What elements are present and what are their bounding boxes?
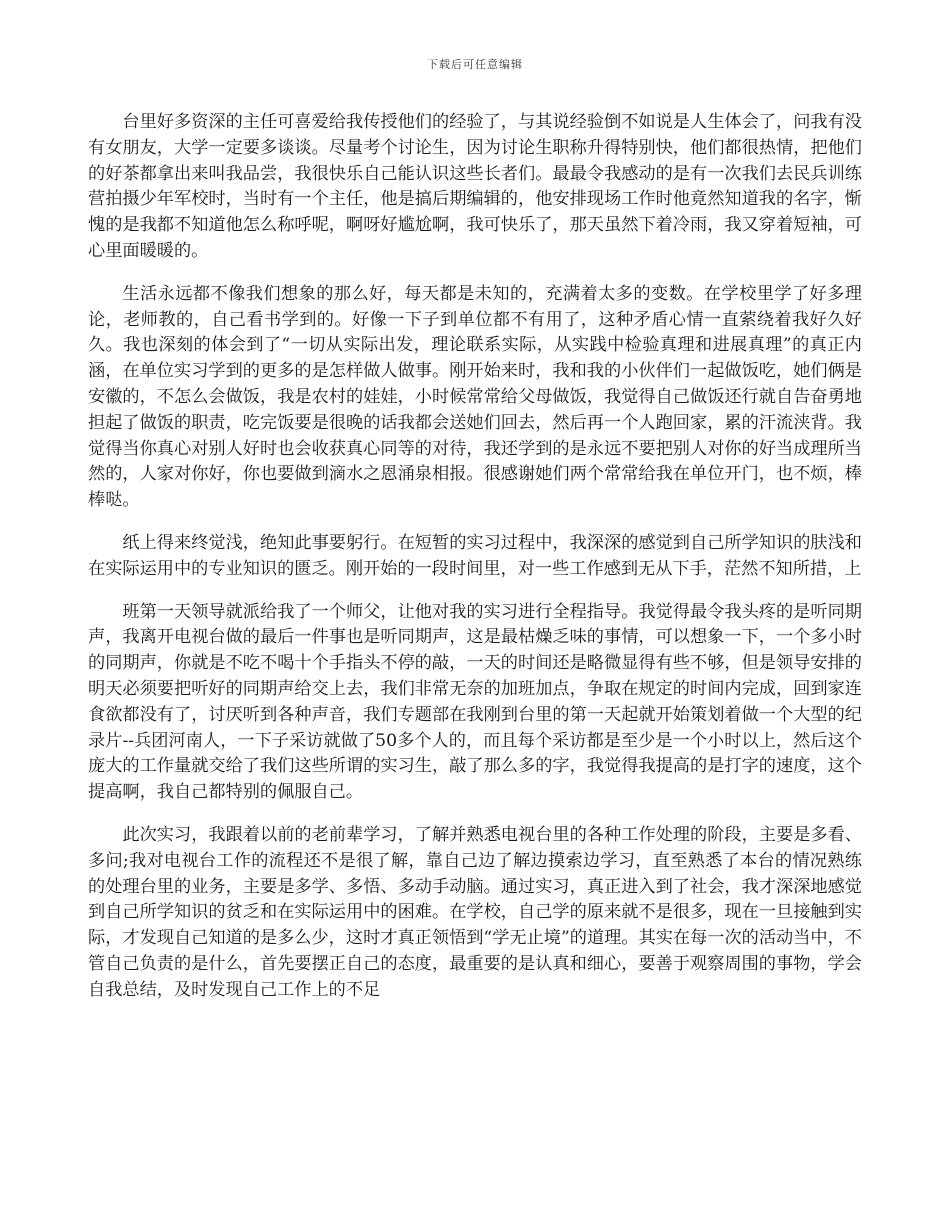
paragraph-3: 纸上得来终觉浅，绝知此事要躬行。在短暂的实习过程中，我深深的感觉到自己所学知识的肤浅和在实际运用中的专业知识的匮乏。刚开始的一段时间里，对一些工作感到无从下手，茫然不知所措，上 (88, 532, 862, 579)
paragraph-5: 此次实习，我跟着以前的老前辈学习，了解并熟悉电视台里的各种工作处理的阶段，主要是多看、多问;我对电视台工作的流程还不是很了解，靠自己边了解边摸索边学习，直至熟悉了本台的情况熟练的处理台里的业务，主要是多学、多悟、多动手动脑。通过实习，真正进入到了社会，我才深深地感觉到自己所学知识的贫乏和在实际运用中的困难。在学校，自己学的原来就不是很多，现在一旦接触到实际，才发现自己知道的是多么少，这时才真正领悟到“学无止境”的道理。其实在每一次的活动当中，不管自己负责的是什么，首先要摆正自己的态度，最重要的是认真和细心，要善于观察周围的事物，学会自我总结，及时发现自己工作上的不足 (88, 824, 862, 1000)
page-header: 下载后可任意编辑 (427, 58, 523, 71)
paragraph-1: 台里好多资深的主任可喜爱给我传授他们的经验了，与其说经验倒不如说是人生体会了，问我有没有女朋友，大学一定要多谈谈。尽量考个讨论生，因为讨论生职称升得特别快，他们都很热情，把他们的好茶都拿出来叫我品尝，我很快乐自己能认识这些长者们。最最令我感动的是有一次我们去民兵训练营拍摄少年军校时，当时有一个主任，他是搞后期编辑的，他安排现场工作时他竟然知道我的名字，惭愧的是我都不知道他怎么称呼呢，啊呀好尴尬啊，我可快乐了，那天虽然下着冷雨，我又穿着短袖，可心里面暖暖的。 (88, 112, 862, 261)
document-body (88, 110, 862, 1021)
paragraph-4: 班第一天领导就派给我了一个师父，让他对我的实习进行全程指导。我觉得最令我头疼的是听同期声，我离开电视台做的最后一件事也是听同期声，这是最枯燥乏味的事情，可以想象一下，一个多小时的同期声，你就是不吃不喝十个手指头不停的敲，一天的时间还是略微显得有些不够，但是领导安排的明天必须要把听好的同期声给交上去，我们非常无奈的加班加点，争取在规定的时间内完成，回到家连食欲都没有了，讨厌听到各种声音，我们专题部在我刚到台里的第一天起就开始策划着做一个大型的纪录片--兵团河南人，一下子采访就做了50多个人的，而且每个采访都是至少是一个小时以上，然后这个庞大的工作量就交给了我们这些所谓的实习生，敲了那么多的字，我觉得我提高的是打字的速度，这个提高啊，我自己都特别的佩服自己。 (88, 601, 862, 803)
paragraph-2: 生活永远都不像我们想象的那么好，每天都是未知的，充满着太多的变数。在学校里学了好多理论，老师教的，自己看书学到的。好像一下子到单位都不有用了，这种矛盾心情一直萦绕着我好久好久。我也深刻的体会到了“一切从实际出发，理论联系实际，从实践中检验真理和进展真理”的真正内涵，在单位实习学到的更多的是怎样做人做事。刚开始来时，我和我的小伙伴们一起做饭吃，她们俩是安徽的，不怎么会做饭，我是农村的娃娃，小时候常常给父母做饭，我觉得自己做饭还行就自告奋勇地担起了做饭的职责，吃完饭要是很晚的话我都会送她们回去，然后再一个人跑回家，累的汗流浃背。我觉得当你真心对别人好时也会收获真心同等的对待，我还学到的是永远不要把别人对你的好当成理所当然的，人家对你好，你也要做到滴水之恩涌泉相报。很感谢她们两个常常给我在单位开门，也不烦，棒棒哒。 (88, 283, 862, 511)
